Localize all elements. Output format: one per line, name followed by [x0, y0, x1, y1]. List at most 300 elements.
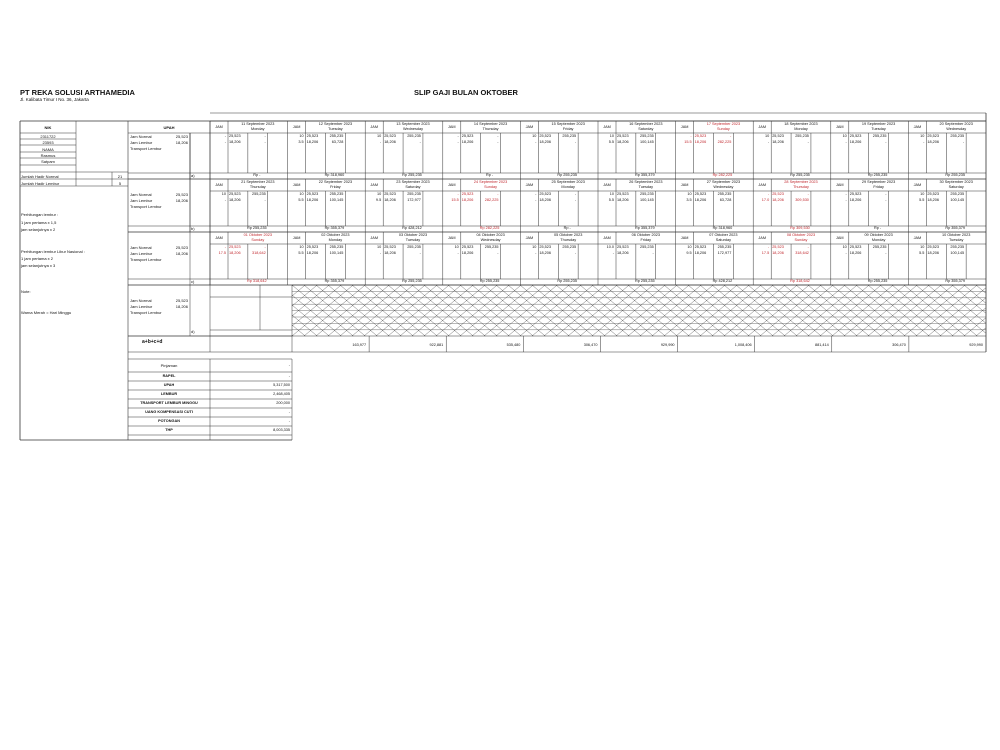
rate-normal: 25,523: [772, 245, 784, 249]
abcd-label: a+b+c+d: [142, 339, 163, 345]
jam-header: JAM: [758, 183, 766, 187]
summary-label: RAPEL: [162, 374, 176, 378]
jam-normal-hours: 10: [842, 134, 847, 138]
rate-normal: 25,523: [229, 245, 241, 249]
day-name: Tuesday: [405, 238, 421, 242]
rate-normal: 25,523: [539, 134, 552, 138]
day-total-rp: Rp -: [253, 173, 261, 177]
day-name: Friday: [562, 127, 574, 131]
jam-lembur-hours: -: [535, 140, 537, 144]
rate-normal: 25,523: [384, 192, 396, 196]
day-date: 18 September 2023: [784, 122, 818, 126]
total-lembur: 282,225: [717, 140, 732, 144]
total-normal: -: [574, 192, 577, 196]
summary-value: 2,468,405: [273, 392, 290, 396]
total-lembur: -: [264, 140, 266, 144]
hadir-lembur-value: 5: [118, 181, 122, 186]
section-letter: b): [191, 226, 195, 231]
jam-lembur-hours: 17.5: [761, 251, 770, 255]
summary-value: -: [288, 374, 290, 378]
rate-lembur: 18,206: [849, 251, 862, 255]
jam-lembur-hours: -: [535, 251, 537, 255]
abcd-total: 163,977: [352, 343, 367, 347]
hatch-line: [976, 285, 986, 293]
day-date: 23 September 2023: [396, 180, 430, 184]
rate-lembur: 18,206: [306, 251, 319, 255]
rate-normal: 25,523: [617, 245, 629, 249]
rate-normal: 25,523: [772, 134, 784, 138]
day-name: Tuesday: [638, 185, 653, 189]
day-date: 15 September 2023: [551, 122, 585, 126]
rate-normal: 25,523: [229, 134, 241, 138]
jam-normal-hours: 10: [764, 134, 770, 138]
day-name: Friday: [640, 238, 652, 242]
jam-lembur-hours: -: [457, 251, 459, 255]
rate-normal: 25,523: [927, 134, 940, 138]
day-total-rp: Rp 428,212: [712, 279, 733, 283]
total-lembur: 282,225: [484, 198, 499, 202]
total-normal: 255,235: [562, 134, 577, 138]
abcd-total: 929,990: [969, 343, 983, 347]
day-name: Friday: [330, 185, 341, 189]
rate-normal: 25,523: [461, 134, 474, 138]
total-normal: 255,235: [950, 245, 965, 249]
total-normal: 255,235: [717, 245, 732, 249]
rate-normal: 25,523: [461, 192, 474, 196]
day-total-rp: Rp 255,235: [402, 279, 422, 283]
hatch-line: [964, 285, 986, 303]
jam-lembur-label: Jam Lembur: [130, 304, 153, 309]
hatch-line: [928, 285, 986, 333]
jam-header: JAM: [525, 125, 534, 129]
jam-normal-hours: 10: [609, 134, 614, 138]
summary-value: 200,000: [276, 401, 290, 405]
rate-lembur: 18,206: [617, 251, 629, 255]
summary-label: TRANSPORT LEMBUR MINGGU: [140, 401, 198, 405]
jam-lembur-hours: 5.5: [919, 251, 925, 255]
note-lembur-title: Perhitungan lembur :: [21, 212, 59, 217]
company-address: Jl. Kalibata Timur I No. 36, Jakarta: [20, 97, 89, 102]
day-total-rp: Rp 355,379: [634, 226, 655, 230]
jam-lembur-hours: -: [845, 251, 847, 255]
jam-lembur-hours: -: [767, 140, 770, 144]
hatch-line: [928, 288, 986, 336]
total-normal: -: [497, 134, 499, 138]
day-total-rp: Rp 355,379: [945, 226, 965, 230]
jam-lembur-hours: 9.5: [686, 251, 692, 255]
summary-value: 5,317,500: [273, 383, 290, 387]
day-name: Sunday: [716, 127, 730, 131]
rate-lembur: 18,206: [849, 140, 862, 144]
rate-normal: 25,523: [461, 245, 474, 249]
rate-lembur: 18,206: [229, 251, 241, 255]
day-total-rp: Rp 255,235: [402, 173, 422, 177]
day-name: Saturday: [715, 238, 731, 242]
day-date: 20 September 2023: [939, 122, 973, 126]
total-lembur: -: [574, 251, 577, 255]
jam-normal-hours: 10: [920, 192, 925, 196]
jam-lembur-hours: 5.5: [298, 251, 304, 255]
summary-label: UANG KOMPENSASI CUTI: [145, 410, 193, 414]
jam-normal-hours: 10: [532, 134, 537, 138]
jam-lembur-hours: -: [923, 140, 925, 144]
abcd-total: 535,480: [506, 343, 521, 347]
total-normal: 255,235: [639, 134, 654, 138]
jam-header: JAM: [680, 183, 689, 187]
total-normal: 255,235: [950, 192, 965, 196]
rate-normal: 25,523: [229, 192, 241, 196]
day-date: 13 September 2023: [396, 122, 430, 126]
total-lembur: -: [497, 140, 499, 144]
total-normal: 255,235: [407, 245, 421, 249]
jam-lembur-hours: 9.5: [375, 198, 382, 202]
jam-normal-label: Jam Normal: [130, 134, 152, 139]
jam-normal-hours: 10: [920, 245, 925, 249]
rate-normal: 25,523: [849, 192, 862, 196]
jam-lembur-hours: -: [224, 140, 226, 144]
slip-title: SLIP GAJI BULAN OKTOBER: [414, 88, 518, 97]
note-label: Note:: [21, 289, 31, 294]
day-date: 22 September 2023: [318, 180, 353, 184]
jam-normal-hours: 10: [454, 245, 459, 249]
jam-lembur-hours: 5.5: [608, 198, 614, 202]
day-date: 08 Oktober 2023: [786, 233, 816, 237]
jam-normal-hours: -: [535, 192, 537, 196]
day-name: Monday: [794, 127, 808, 131]
jam-normal-label: Jam Normal: [130, 298, 152, 303]
total-lembur: -: [574, 198, 577, 202]
day-total-rp: Rp 282,225: [479, 226, 500, 230]
day-total-rp: Rp -: [874, 226, 882, 230]
hadir-lembur-label: Jumlah Hadir Lembur: [21, 181, 60, 186]
day-total-rp: Rp 282,225: [712, 173, 733, 177]
rate-lembur: 18,206: [461, 198, 474, 202]
total-lembur: 100,145: [329, 251, 344, 255]
upah-normal-value: 25,523: [175, 298, 188, 303]
day-date: 09 Oktober 2023: [864, 233, 893, 237]
day-date: 12 September 2023: [318, 122, 353, 126]
total-lembur: -: [497, 251, 499, 255]
jam-normal-hours: -: [457, 134, 459, 138]
day-date: 10 Oktober 2023: [942, 233, 971, 237]
day-date: 28 September 2023: [784, 180, 818, 184]
day-total-rp: Rp -: [486, 173, 494, 177]
day-total-rp: Rp 318,960: [324, 173, 345, 177]
day-total-rp: Rp 255,235: [945, 173, 965, 177]
total-normal: -: [497, 192, 499, 196]
jam-normal-hours: -: [224, 134, 226, 138]
upah-normal-value: 25,523: [175, 192, 188, 197]
day-date: 07 Oktober 2023: [709, 233, 738, 237]
jam-lembur-hours: -: [379, 251, 382, 255]
upah-lembur-value: 18,206: [175, 304, 188, 309]
rate-lembur: 18,206: [927, 198, 940, 202]
day-total-rp: Rp 318,642: [790, 279, 810, 283]
day-date: 21 September 2023: [241, 180, 275, 184]
rate-normal: 25,523: [694, 192, 707, 196]
status-value: Satpam: [41, 159, 55, 164]
jam-normal-hours: 10: [299, 192, 304, 196]
rate-lembur: 18,206: [384, 140, 396, 144]
rate-lembur: 18,206: [849, 198, 862, 202]
day-total-rp: Rp 255,235: [479, 279, 500, 283]
total-normal: 255,235: [329, 134, 344, 138]
day-name: Tuesday: [948, 238, 964, 242]
day-total-rp: Rp 355,379: [324, 226, 345, 230]
rate-normal: 25,523: [306, 192, 319, 196]
day-name: Thursday: [249, 185, 266, 189]
total-normal: -: [730, 134, 732, 138]
day-name: Friday: [873, 185, 884, 189]
total-lembur: 63,728: [719, 198, 732, 202]
day-date: 26 September 2023: [629, 180, 663, 184]
rate-lembur: 18,206: [694, 140, 707, 144]
day-date: 04 Oktober 2023: [476, 233, 505, 237]
jam-lembur-hours: 5.5: [298, 198, 304, 202]
rate-lembur: 18,206: [772, 251, 784, 255]
rate-lembur: 18,206: [539, 140, 552, 144]
rate-lembur: 18,206: [306, 198, 319, 202]
day-name: Monday: [328, 238, 343, 242]
section-letter: c): [191, 279, 195, 284]
note-jam-pertama-2: 1 jam pertama x 2: [21, 256, 54, 261]
day-total-rp: Rp 255,235: [557, 173, 577, 177]
total-normal: 255,235: [562, 245, 577, 249]
rate-lembur: 18,206: [539, 251, 552, 255]
summary-label: UPAH: [163, 383, 175, 387]
total-normal: 255,235: [407, 134, 421, 138]
total-normal: 255,235: [329, 192, 344, 196]
jam-header: JAM: [525, 183, 534, 187]
day-name: Wednesday: [713, 185, 734, 189]
day-name: Monday: [871, 238, 886, 242]
summary-value: -: [288, 410, 290, 414]
abcd-total: 306,470: [892, 343, 906, 347]
jam-normal-hours: 10: [842, 245, 847, 249]
day-total-rp: Rp 255,235: [557, 279, 577, 283]
jam-normal-hours: -: [767, 245, 770, 249]
total-normal: 255,235: [329, 245, 344, 249]
note-warna-merah: Warna Merah = Hari Minggu: [21, 310, 72, 315]
note-jam-selanjutnya: jam selanjutnya x 2: [21, 227, 56, 232]
total-lembur: -: [807, 140, 809, 144]
jam-lembur-label: Jam Lembur: [130, 251, 153, 256]
total-normal: 255,235: [795, 134, 809, 138]
day-name: Sunday: [794, 238, 808, 242]
nik-value: 2311722: [40, 134, 56, 139]
jam-normal-label: Jam Normal: [130, 245, 152, 250]
jam-normal-label: Jam Normal: [130, 192, 152, 197]
rate-normal: 25,523: [694, 245, 707, 249]
note-jam-selanjutnya-3: jam selanjutnya x 3: [21, 263, 56, 268]
jam-lembur-hours: -: [224, 198, 226, 202]
rate-lembur: 18,206: [384, 251, 396, 255]
day-date: 03 Oktober 2023: [398, 233, 428, 237]
upah-lembur-value: 18,206: [175, 251, 188, 256]
day-name: Saturday: [405, 185, 421, 189]
hadir-normal-value: 21: [117, 174, 123, 179]
total-normal: -: [885, 192, 887, 196]
jam-lembur-hours: -: [845, 140, 847, 144]
day-date: 27 September 2023: [706, 180, 741, 184]
day-name: Thursday: [793, 185, 809, 189]
upah-normal-value: 25,523: [175, 245, 188, 250]
day-date: 11 September 2023: [241, 122, 275, 126]
jam-normal-hours: 10: [376, 245, 382, 249]
day-name: Wednesday: [402, 127, 423, 131]
jam-lembur-hours: 15.5: [451, 198, 459, 202]
jam-lembur-hours: 3.5: [686, 198, 692, 202]
rate-normal: 25,523: [849, 134, 862, 138]
jam-lembur-hours: 15.5: [684, 140, 692, 144]
day-date: 16 September 2023: [629, 122, 663, 126]
total-lembur: 100,145: [639, 198, 654, 202]
total-normal: 255,235: [484, 245, 499, 249]
rate-lembur: 18,206: [617, 198, 629, 202]
day-name: Saturday: [638, 127, 654, 131]
upah-header: UPAH: [163, 125, 175, 130]
summary-value: -: [288, 363, 290, 367]
total-lembur: -: [885, 251, 887, 255]
jam-header: JAM: [680, 236, 689, 240]
jam-normal-hours: -: [690, 134, 692, 138]
jam-header: JAM: [215, 125, 223, 129]
total-normal: 255,235: [717, 192, 732, 196]
rate-lembur: 18,206: [229, 198, 241, 202]
rate-lembur: 18,206: [772, 198, 784, 202]
total-lembur: 309,530: [795, 198, 809, 202]
jam-header: JAM: [370, 183, 378, 187]
total-normal: 255,235: [639, 245, 654, 249]
total-lembur: 100,145: [950, 198, 965, 202]
total-lembur: 318,642: [251, 251, 266, 255]
summary-label: THP: [165, 428, 173, 432]
jam-lembur-hours: -: [845, 198, 847, 202]
total-normal: 255,235: [639, 192, 654, 196]
upah-lembur-value: 18,206: [175, 140, 188, 145]
total-lembur: 100,145: [950, 251, 965, 255]
hatch-line: [976, 328, 986, 336]
jam-header: JAM: [603, 125, 611, 129]
total-lembur: -: [574, 140, 577, 144]
jam-lembur-hours: 17.0: [761, 198, 770, 202]
abcd-total: 306,470: [583, 343, 598, 347]
total-normal: -: [264, 134, 266, 138]
nik-label: NIK: [44, 125, 52, 130]
day-name: Wednesday: [946, 127, 967, 131]
rate-normal: 25,523: [306, 134, 319, 138]
section-letter: d): [191, 329, 195, 334]
day-date: 30 September 2023: [939, 180, 973, 184]
jam-header: JAM: [836, 183, 844, 187]
day-date: 06 Oktober 2023: [631, 233, 660, 237]
total-lembur: 100,145: [329, 198, 344, 202]
jam-header: JAM: [836, 125, 844, 129]
total-lembur: 172,977: [407, 198, 421, 202]
day-name: Tuesday: [328, 127, 343, 131]
rate-normal: 25,523: [849, 245, 862, 249]
jam-header: JAM: [215, 236, 223, 240]
jam-header: JAM: [680, 125, 689, 129]
jam-header: JAM: [913, 236, 922, 240]
rate-normal: 25,523: [539, 192, 552, 196]
total-normal: 255,235: [872, 134, 887, 138]
jam-header: JAM: [292, 236, 301, 240]
day-date: 24 September 2023: [473, 180, 508, 184]
jam-header: JAM: [215, 183, 223, 187]
day-total-rp: Rp 355,379: [324, 279, 345, 283]
rate-normal: 25,523: [539, 245, 552, 249]
rate-lembur: 18,206: [461, 251, 474, 255]
jam-header: JAM: [292, 183, 301, 187]
abcd-total: 929,990: [660, 343, 675, 347]
day-name: Sunday: [251, 238, 265, 242]
day-total-rp: Rp 255,235: [790, 173, 810, 177]
hadir-normal-label: Jumlah Hadir Normal: [21, 174, 59, 179]
upah-lembur-value: 18,206: [175, 198, 188, 203]
day-date: 01 Oktober 2023: [243, 233, 272, 237]
jam-normal-hours: 10: [221, 192, 226, 196]
rate-lembur: 18,206: [229, 140, 241, 144]
abcd-total: 881,414: [815, 343, 829, 347]
total-normal: 255,235: [950, 134, 965, 138]
jam-lembur-hours: -: [612, 251, 614, 255]
jam-normal-hours: -: [845, 192, 847, 196]
abcd-total: 922,881: [429, 343, 444, 347]
nama-value: Rasmus: [40, 153, 56, 158]
transport-lembur-label: Transport Lembur: [130, 146, 162, 151]
jam-normal-hours: -: [457, 192, 459, 196]
rate-normal: 25,523: [617, 192, 629, 196]
jam-normal-hours: 10: [609, 192, 614, 196]
jam-header: JAM: [836, 236, 844, 240]
day-total-rp: Rp 255,235: [867, 279, 888, 283]
day-total-rp: Rp 309,530: [790, 226, 810, 230]
jam-normal-hours: 10: [376, 192, 382, 196]
company-name: PT REKA SOLUSI ARTHAMEDIA: [20, 88, 135, 97]
jam-lembur-hours: 17.5: [218, 251, 226, 255]
rate-lembur: 18,206: [461, 140, 474, 144]
rate-lembur: 18,206: [772, 140, 784, 144]
summary-label: LEMBUR: [160, 392, 178, 396]
day-total-rp: Rp 355,379: [945, 279, 965, 283]
hatch-line: [964, 318, 986, 336]
day-name: Sunday: [484, 185, 498, 189]
day-date: 14 September 2023: [473, 122, 508, 126]
day-date: 25 September 2023: [551, 180, 585, 184]
day-date: 29 September 2023: [861, 180, 896, 184]
jam-lembur-label: Jam Lembur: [130, 198, 153, 203]
jam-normal-hours: -: [767, 192, 770, 196]
jam-header: JAM: [758, 125, 766, 129]
rate-lembur: 18,206: [694, 198, 707, 202]
day-total-rp: Rp 318,960: [712, 226, 733, 230]
jam-normal-hours: 10: [687, 192, 692, 196]
rate-normal: 25,523: [384, 134, 396, 138]
total-lembur: -: [419, 140, 421, 144]
jam-normal-hours: 10.0: [606, 245, 614, 249]
rate-lembur: 18,206: [927, 140, 940, 144]
total-lembur: -: [962, 140, 965, 144]
day-name: Monday: [251, 127, 265, 131]
jam-normal-hours: 10: [376, 134, 382, 138]
rate-lembur: 18,206: [539, 198, 552, 202]
jam-normal-hours: 10: [299, 245, 304, 249]
nama-label: NAMA: [42, 147, 54, 152]
total-lembur: 172,977: [717, 251, 732, 255]
total-lembur: -: [264, 198, 266, 202]
rate-lembur: 18,206: [694, 251, 707, 255]
